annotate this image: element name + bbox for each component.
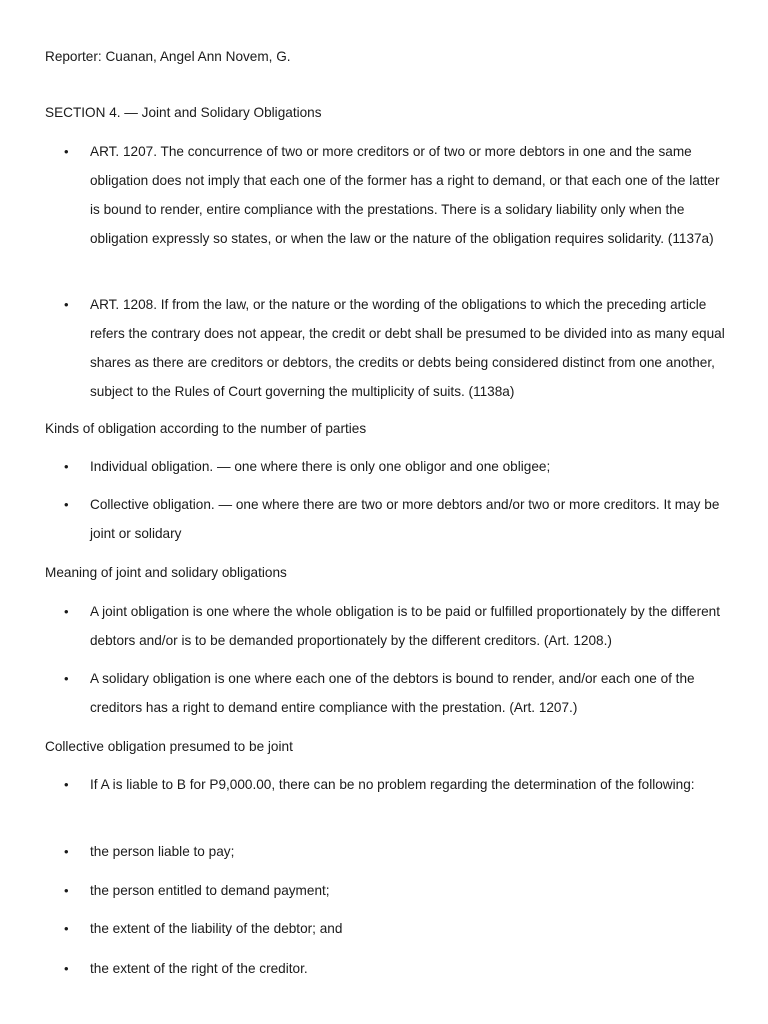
bullet-icon: •	[64, 144, 69, 159]
list-item-text: Collective obligation. — one where there are two or more debtors and/or two or more creditors. It may be joint or solidary	[90, 497, 720, 541]
list-item-text: the extent of the right of the creditor.	[90, 961, 308, 976]
bullet-icon: •	[64, 777, 69, 792]
meaning-heading: Meaning of joint and solidary obligations	[45, 565, 287, 580]
bullet-icon: •	[64, 604, 69, 619]
list-item-text: If A is liable to B for P9,000.00, there can be no problem regarding the determination of the following:	[90, 777, 695, 792]
bullet-icon: •	[64, 961, 69, 976]
list-item-text: ART. 1207. The concurrence of two or more creditors or of two or more debtors in one and the same obligation does not imply that each one of the former has a right to demand, or that each one of the latter is bound to render, entire compliance with the prestations. There is a solidary liability only when the obligation expressly so states, or when the law or the nature of the obligation requires solidarity. (1137a)	[90, 144, 720, 246]
bullet-icon: •	[64, 671, 69, 686]
kinds-heading: Kinds of obligation according to the number of parties	[45, 421, 367, 436]
list-item-text: the extent of the liability of the debtor; and	[90, 921, 343, 936]
presumed-heading: Collective obligation presumed to be joint	[45, 739, 293, 754]
section-title: SECTION 4. — Joint and Solidary Obligations	[45, 105, 322, 120]
bullet-icon: •	[64, 497, 69, 512]
bullet-icon: •	[64, 297, 69, 312]
bullet-icon: •	[64, 921, 69, 936]
reporter-line: Reporter: Cuanan, Angel Ann Novem, G.	[45, 49, 291, 64]
list-item-text: A solidary obligation is one where each one of the debtors is bound to render, and/or each one of the creditors has a right to demand entire compliance with the prestation. (Art. 1207.)	[90, 671, 695, 715]
list-item-text: ART. 1208. If from the law, or the nature or the wording of the obligations to which the preceding article refers the contrary does not appear, the credit or debt shall be presumed to be divided into as many equal shares as there are creditors or debtors, the credits or debts being considered distinct from one another, subject to the Rules of Court governing the multiplicity of suits. (1138a)	[90, 297, 725, 399]
bullet-icon: •	[64, 459, 69, 474]
list-item-text: the person entitled to demand payment;	[90, 883, 330, 898]
list-item-text: the person liable to pay;	[90, 844, 235, 859]
bullet-icon: •	[64, 883, 69, 898]
bullet-icon: •	[64, 844, 69, 859]
list-item-text: Individual obligation. — one where there is only one obligor and one obligee;	[90, 459, 551, 474]
list-item-text: A joint obligation is one where the whole obligation is to be paid or fulfilled proportionately by the different debtors and/or is to be demanded proportionately by the different creditors. (Art. 1208.)	[90, 604, 720, 648]
